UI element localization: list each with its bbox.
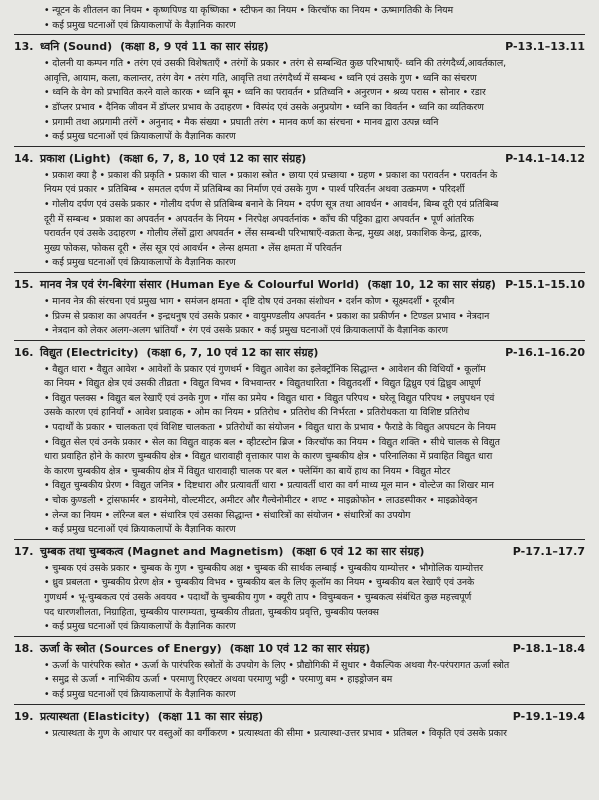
topic-line: • कई प्रमुख घटनाओं एवं क्रियाकलापों के वैज्ञानिक कारण [44, 131, 236, 143]
chapter-heading [14, 345, 591, 363]
topic-line: • विद्युत चुम्बकीय प्रेरण • विद्युत जनित्र • दिष्टधारा और प्रत्यावर्ती धारा • प्रत्यावर्ती धारा का वर्ग माध्य मूल मान • वोल्टेज का शिखर मान [44, 480, 494, 492]
topic-line: • समुद्र से ऊर्जा • नाभिकीय ऊर्जा • परमाणु रिएक्टर अथवा परमाणु भट्ठी • परमाणु बम • हाइड्रोजन बम [44, 674, 393, 686]
topic-line: पद धारणशीलता, निग्राहिता, चुम्बकीय पारगम्यता, चुम्बकीय तीव्रता, चुम्बकीय प्रवृत्ति, चुम्बकीय फ्लक्स [44, 606, 379, 618]
chapter-number: 13. [14, 40, 34, 54]
topic-line: का नियम • विद्युत क्षेत्र एवं उसकी तीव्रता • विद्युत विभव • विभवान्तर • विद्युतधारिता • विद्युतदर्शी • विद्युत द्विध्रुव एवं द्विध्रुव आघूर्ण [44, 378, 481, 390]
chapter-subtitle: (कक्षा 8, 9 एवं 11 का सार संग्रह) [120, 40, 269, 54]
chapter-page-range: P-18.1–18.4 [512, 641, 585, 655]
sections-list [14, 39, 591, 741]
chapter-subtitle: (कक्षा 6 एवं 12 का सार संग्रह) [291, 544, 425, 558]
topic-line: • कई प्रमुख घटनाओं एवं क्रियाकलापों के वैज्ञानिक कारण [44, 688, 236, 700]
topic-line: • विद्युत फ्लक्स • विद्युत बल रेखाएँ एवं उनके गुण • गॉस का प्रमेय • विद्युत धारा • विद्युत परिपथ • घरेलू विद्युत परिपथ • लघुपथन एवं [44, 392, 495, 404]
topic-line: • कई प्रमुख घटनाओं एवं क्रियाकलापों के वैज्ञानिक कारण [44, 621, 236, 633]
topic-line: • वैद्युत धारा • वैद्युत आवेश • आवेशों के प्रकार एवं गुणधर्म • विद्युत आवेश का इलेक्ट्रॉनिक सिद्धान्त • आवेशन की विधियाँ • कूलॉम [44, 363, 486, 375]
intro-line: • कई प्रमुख घटनाओं एवं क्रियाकलापों के वैज्ञानिक कारण [44, 19, 236, 31]
topic-line: • डॉप्लर प्रभाव • दैनिक जीवन में डॉप्लर प्रभाव के उदाहरण • विस्पंद एवं उसके अनुप्रयोग • ध्वनि का विवर्तन • ध्वनि का व्यतिकरण [44, 101, 484, 113]
topic-line: मुख्य फोकस, फोकस दूरी • लेंस सूत्र एवं आवर्धन • लेन्स क्षमता • लेंस क्षमता में परिवर्तन [44, 242, 342, 254]
topic-line: दूरी में सम्बन्ध • प्रकाश का अपवर्तन • अपवर्तन के नियम • निरपेक्ष अपवर्तनांक • काँच की पट्टिका द्वारा अपवर्तन • पूर्ण आंतरिक [44, 213, 474, 225]
topic-line: के कारण चुम्बकीय क्षेत्र • चुम्बकीय क्षेत्र में विद्युत धारावाही चालक पर बल • फ्लेमिंग का बायें हाथ का नियम • विद्युत मोटर [44, 465, 451, 477]
chapter-title: विद्युत (Electricity) [40, 345, 139, 359]
chapter-heading [14, 709, 591, 727]
chapter-subtitle: (कक्षा 6, 7, 10 एवं 12 का सार संग्रह) [146, 345, 319, 359]
chapter-title: चुम्बक तथा चुम्बकत्व (Magnet and Magnetism) [40, 544, 284, 558]
chapter-subtitle: (कक्षा 11 का सार संग्रह) [157, 709, 264, 723]
chapter-number: 16. [14, 345, 34, 359]
topic-line: • ध्रुव प्रबलता • चुम्बकीय प्रेरण क्षेत्र • चुम्बकीय विभव • चुम्बकीय बल के लिए कूलॉम का नियम • चुम्बकीय बल रेखाएँ एवं उनके [44, 577, 475, 589]
chapter-title: मानव नेत्र एवं रंग-बिरंगा संसार (Human Eye & Colourful World) [40, 277, 360, 291]
topic-line: • कई प्रमुख घटनाओं एवं क्रियाकलापों के वैज्ञानिक कारण [44, 524, 236, 536]
chapter-number: 15. [14, 277, 34, 291]
chapter-section [14, 277, 591, 341]
chapter-number: 18. [14, 641, 34, 655]
chapter-number: 14. [14, 151, 34, 165]
topic-line: • कई प्रमुख घटनाओं एवं क्रियाकलापों के वैज्ञानिक कारण [44, 257, 236, 269]
topic-line: • विद्युत सेल एवं उनके प्रकार • सेल का विद्युत वाहक बल • व्हीटस्टोन ब्रिज • किरचॉफ का नियम • विद्युत शक्ति • सीधे चालक से विद्युत [44, 436, 500, 448]
topic-line: • चोक कुण्डली • ट्रांसफार्मर • डायनेमो, वोल्टमीटर, अमीटर और गैल्वेनोमीटर • शण्ट • माइक्रोफोन • लाउडस्पीकर • माइक्रोवेव्हन [44, 495, 478, 507]
chapter-page-range: P-15.1–15.10 [505, 277, 585, 291]
topic-line: • ऊर्जा के पारंपरिक स्त्रोत • ऊर्जा के पारंपरिक स्त्रोतों के उपयोग के लिए • प्रौद्योगिकी में सुधार • वैकल्पिक अथवा गैर-परंपरागत ऊर्जा स्त्रोत [44, 659, 510, 671]
topic-line: • ध्वनि के वेग को प्रभावित करने वाले कारक • ध्वनि बूम • ध्वनि का परावर्तन • प्रतिध्वनि • अनुरणन • श्रव्य परास • सोनार • रडार [44, 87, 486, 99]
chapter-subtitle: (कक्षा 6, 7, 8, 10 एवं 12 का सार संग्रह) [118, 151, 307, 165]
divider [14, 340, 585, 341]
divider [14, 636, 585, 637]
topic-line: • चुम्बक एवं उसके प्रकार • चुम्बक के गुण • चुम्बकीय अक्ष • चुम्बक की सार्थक लम्बाई • चुम्बकीय याम्योत्तर • भौगोलिक याम्योत्तर [44, 562, 484, 574]
chapter-title: ऊर्जा के स्त्रोत (Sources of Energy) [40, 641, 222, 655]
topic-line: • प्रिज्म से प्रकाश का अपवर्तन • इन्द्रधनुष एवं उसके प्रकार • वायुमण्डलीय अपवर्तन • प्रकाश का प्रकीर्णन • टिण्डल प्रभाव • नेत्रदान [44, 310, 490, 322]
chapter-section [14, 709, 591, 742]
chapter-section [14, 544, 591, 637]
topic-line: गुणधर्म • भू-चुम्बकत्व एवं उसके अवयव • पदार्थों के चुम्बकीय गुण • क्यूरी ताप • विचुम्बकन • चुम्बकत्व संबंधित कुछ महत्त्वपूर्ण [44, 592, 472, 603]
topic-line: • नेत्रदान को लेकर अलग-अलग भ्रांतियाँ • रंग एवं उसके प्रकार • कई प्रमुख घटनाओं एवं क्रियाकलापों के वैज्ञानिक कारण [44, 325, 448, 337]
intro-line: • न्यूटन के शीतलन का नियम • कृष्णपिण्ड या कृष्णिका • स्टीफन का नियम • किरचॉफ का नियम • ऊष्मागतिकी के नियम [44, 5, 454, 16]
topic-line: • मानव नेत्र की संरचना एवं प्रमुख भाग • समंजन क्षमता • दृष्टि दोष एवं उनका संशोधन • दर्शन कोण • सूक्ष्मदर्शी • दूरबीन [44, 295, 455, 307]
topic-line: उसके कारण एवं हानियाँ • आवेश प्रवाहक • ओम का नियम • प्रतिरोध • प्रतिरोध की निर्भरता • प्रतिरोधकता या विशिष्ट प्रतिरोध [44, 407, 470, 419]
topic-line: • प्रकाश क्या है • प्रकाश की प्रकृति • प्रकाश की चाल • प्रकाश स्त्रोत • छाया एवं प्रच्छाया • ग्रहण • प्रकाश का परावर्तन • परावर्तन के [44, 169, 498, 181]
chapter-page-range: P-16.1–16.20 [505, 345, 585, 359]
chapter-heading [14, 641, 591, 659]
topic-line: धारा प्रवाहित होने के कारण चुम्बकीय क्षेत्र • विद्युत धारावाही वृत्ताकार पाश के कारण चुम्बकीय क्षेत्र • परिनालिका में प्रवाहित विद्युत धारा [44, 451, 493, 463]
divider [14, 704, 585, 705]
topic-line: • दोलनी या कम्पन गति • तरंग एवं उसकी विशेषताएँ • तरंगों के प्रकार • तरंग से सम्बन्धित कुछ परिभाषाएँ- ध्वनि की तरंगदैर्ध्य,आवर्तकाल, [44, 58, 506, 70]
intro-block [14, 4, 591, 33]
topic-line: परावर्तन एवं उसके उदाहरण • गोलीय लेंसों द्वारा अपवर्तन • लेंस सम्बन्धी परिभाषाएँ-वक्रता केन्द्र, मुख्य अक्ष, प्रकाशिक केन्द्र, द्वारक, [44, 228, 482, 240]
divider [14, 34, 585, 35]
chapter-title: ध्वनि (Sound) [40, 40, 113, 54]
chapter-page-range: P-17.1–17.7 [512, 544, 585, 558]
topic-line: • लेन्ज का नियम • लॉरेन्ज बल • संधारित्र एवं उसका सिद्धान्त • संधारित्रों का संयोजन • संधारित्रों का उपयोग [44, 509, 411, 521]
topic-line: नियम एवं प्रकार • प्रतिबिम्ब • समतल दर्पण में प्रतिबिम्ब का निर्माण एवं उसके गुण • पार्श्व परिवर्तन अथवा उत्क्रमण • परिदर्शी [44, 184, 465, 196]
chapter-heading [14, 151, 591, 169]
topic-line: • पदार्थों के प्रकार • चालकता एवं विशिष्ट चालकता • प्रतिरोधों का संयोजन • विद्युत धारा के प्रभाव • फैराडे के विद्युत अपघटन के नियम [44, 422, 496, 434]
chapter-page-range: P-13.1–13.11 [505, 40, 585, 54]
chapter-page-range: P-14.1–14.12 [505, 151, 585, 165]
chapter-subtitle: (कक्षा 10, 12 का सार संग्रह) [367, 277, 496, 291]
divider [14, 146, 585, 147]
topic-line: • प्रत्यास्थता के गुण के आधार पर वस्तुओं का वर्गीकरण • प्रत्यास्थता की सीमा • प्रत्यास्था-उत्तर प्रभाव • प्रतिबल • विकृति एवं उसके प्रकार [44, 727, 507, 739]
topic-line: • गोलीय दर्पण एवं उसके प्रकार • गोलीय दर्पण से प्रतिबिम्ब बनाने के नियम • दर्पण सूत्र तथा आवर्धन • आवर्धन, बिम्ब दूरी एवं प्रतिबिम्ब [44, 198, 499, 210]
chapter-section [14, 151, 591, 273]
topic-line: • प्रगामी तथा अप्रगामी तरंगें • अनुनाद • मैक संख्या • प्रघाती तरंग • मानव कर्ण का संरचना • मानव द्वारा उत्पन्न ध्वनि [44, 116, 439, 128]
chapter-heading [14, 39, 591, 57]
divider [14, 539, 585, 540]
chapter-heading [14, 544, 591, 562]
chapter-number: 19. [14, 709, 34, 723]
chapter-page-range: P-19.1–19.4 [512, 709, 585, 723]
chapter-heading [14, 277, 591, 295]
chapter-subtitle: (कक्षा 10 एवं 12 का सार संग्रह) [229, 641, 371, 655]
chapter-section [14, 39, 591, 147]
chapter-title: प्रत्यास्थता (Elasticity) [40, 709, 150, 723]
chapter-number: 17. [14, 544, 34, 558]
chapter-section [14, 345, 591, 540]
topic-line: आवृत्ति, आयाम, कला, कलान्तर, तरंग वेग • तरंग गति, आवृत्ति तथा तरंगदैर्ध्य में सम्बन्ध • ध्वनि एवं उसके गुण • ध्वनि का संचरण [44, 72, 477, 84]
divider [14, 272, 585, 273]
chapter-title: प्रकाश (Light) [40, 151, 111, 165]
chapter-section [14, 641, 591, 705]
